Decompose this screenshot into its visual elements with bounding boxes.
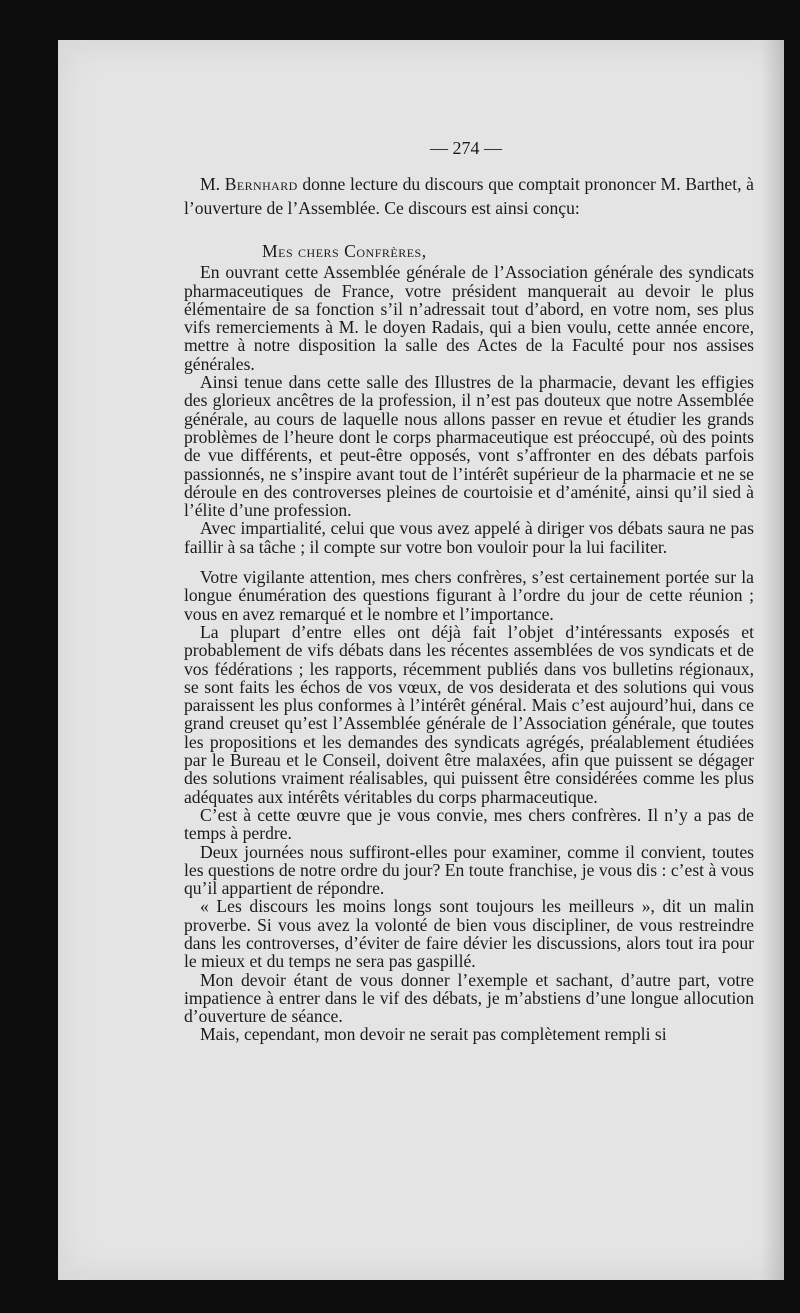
page-number: — 274 — bbox=[430, 138, 502, 158]
paragraph: Ainsi tenue dans cette salle des Illustres de la pharmacie, devant les effigies des glorieux ancêtres de la profession, il n’est pas douteux que notre Assemblée générale, au cours de laquelle nous allons passer en revue et étudier les grands problèmes de l’heure dont le corps pharmaceutique est préoccupé, où des points de vue différents, et peut-être opposés, vont s’affronter en des débats parfois passionnés, ne s’inspire avant tout de l’intérêt supérieur de la pharmacie et ne se déroule en des controverses pleines de courtoisie et d’aménité, ainsi qu’il sied à l’élite d’une profession. bbox=[184, 372, 754, 521]
paragraph: Votre vigilante attention, mes chers confrères, s’est certainement portée sur la longue énumération des questions figurant à l’ordre du jour de cette réunion ; vous en avez remarqué et le nombre et l’importance. bbox=[184, 567, 754, 624]
paragraph: La plupart d’entre elles ont déjà fait l’objet d’intéressants exposés et probablement de vifs débats dans les récentes assemblées de vos syndicats et de vos fédérations ; les rapports, récemment publiés dans vos bulletins régionaux, se sont faits les échos de vos vœux, de vos desiderata et des solutions qui vous paraissent les plus conformes à l’intérêt général. Mais c’est aujourd’hui, dans ce grand creuset qu’est l’Assemblée générale de l’Association générale, que toutes les propositions et les demandes des syndicats agrégés, préalablement étudiées par le Bureau et le Conseil, doivent être malaxées, afin que puissent se dégager des solutions vraiment réalisables, qui puissent être considérées comme les plus adéquates aux intérêts véritables du corps pharmaceutique. bbox=[184, 621, 754, 807]
paragraph: En ouvrant cette Assemblée générale de l’Association générale des syndicats pharmaceutiques de France, votre président manquerait au devoir le plus élémentaire de sa fonction s’il n’adressait tout d’abord, en votre nom, ses plus vifs remerciements à M. le doyen Radais, qui a bien voulu, cette année encore, mettre à notre disposition la salle des Actes de la Faculté pour nos assises générales. bbox=[184, 262, 754, 374]
intro-paragraph bbox=[184, 172, 754, 220]
intro-prefix: M. bbox=[200, 174, 225, 194]
speaker-name: Bernhard bbox=[224, 174, 298, 194]
paragraph: Mais, cependant, mon devoir ne serait pas complètement rempli si bbox=[200, 1024, 667, 1045]
intro-text: donne lecture du discours que comptait prononcer M. Barthet, à l’ouverture de l’Assemblée. Ce discours est ainsi conçu: bbox=[184, 174, 754, 218]
paragraph: « Les discours les moins longs sont toujours les meilleurs », dit un malin proverbe. Si vous avez la volonté de bien vous discipliner, de vous restreindre dans les controverses, d’éviter de faire dévier les discussions, alors tout ira pour le mieux et du temps ne sera pas gaspillé. bbox=[184, 896, 754, 972]
paragraph: C’est à cette œuvre que je vous convie, mes chers confrères. Il n’y a pas de temps à perdre. bbox=[184, 804, 754, 844]
salutation: Mes chers Confrères, bbox=[262, 241, 427, 261]
paragraph: Deux journées nous suffiront-elles pour examiner, comme il convient, toutes les questions de notre ordre du jour? En toute franchise, je vous dis : c’est à vous qu’il appartient de répondre. bbox=[184, 841, 754, 899]
paragraph: Mon devoir étant de vous donner l’exemple et sachant, d’autre part, votre impatience à entrer dans le vif des débats, je m’abstiens d’une longue allocution d’ouverture de séance. bbox=[184, 969, 754, 1027]
document-body bbox=[184, 172, 754, 1044]
paragraph: Avec impartialité, celui que vous avez appelé à diriger vos débats saura ne pas faillir à sa tâche ; il compte sur votre bon vouloir pour la lui faciliter. bbox=[184, 518, 754, 557]
